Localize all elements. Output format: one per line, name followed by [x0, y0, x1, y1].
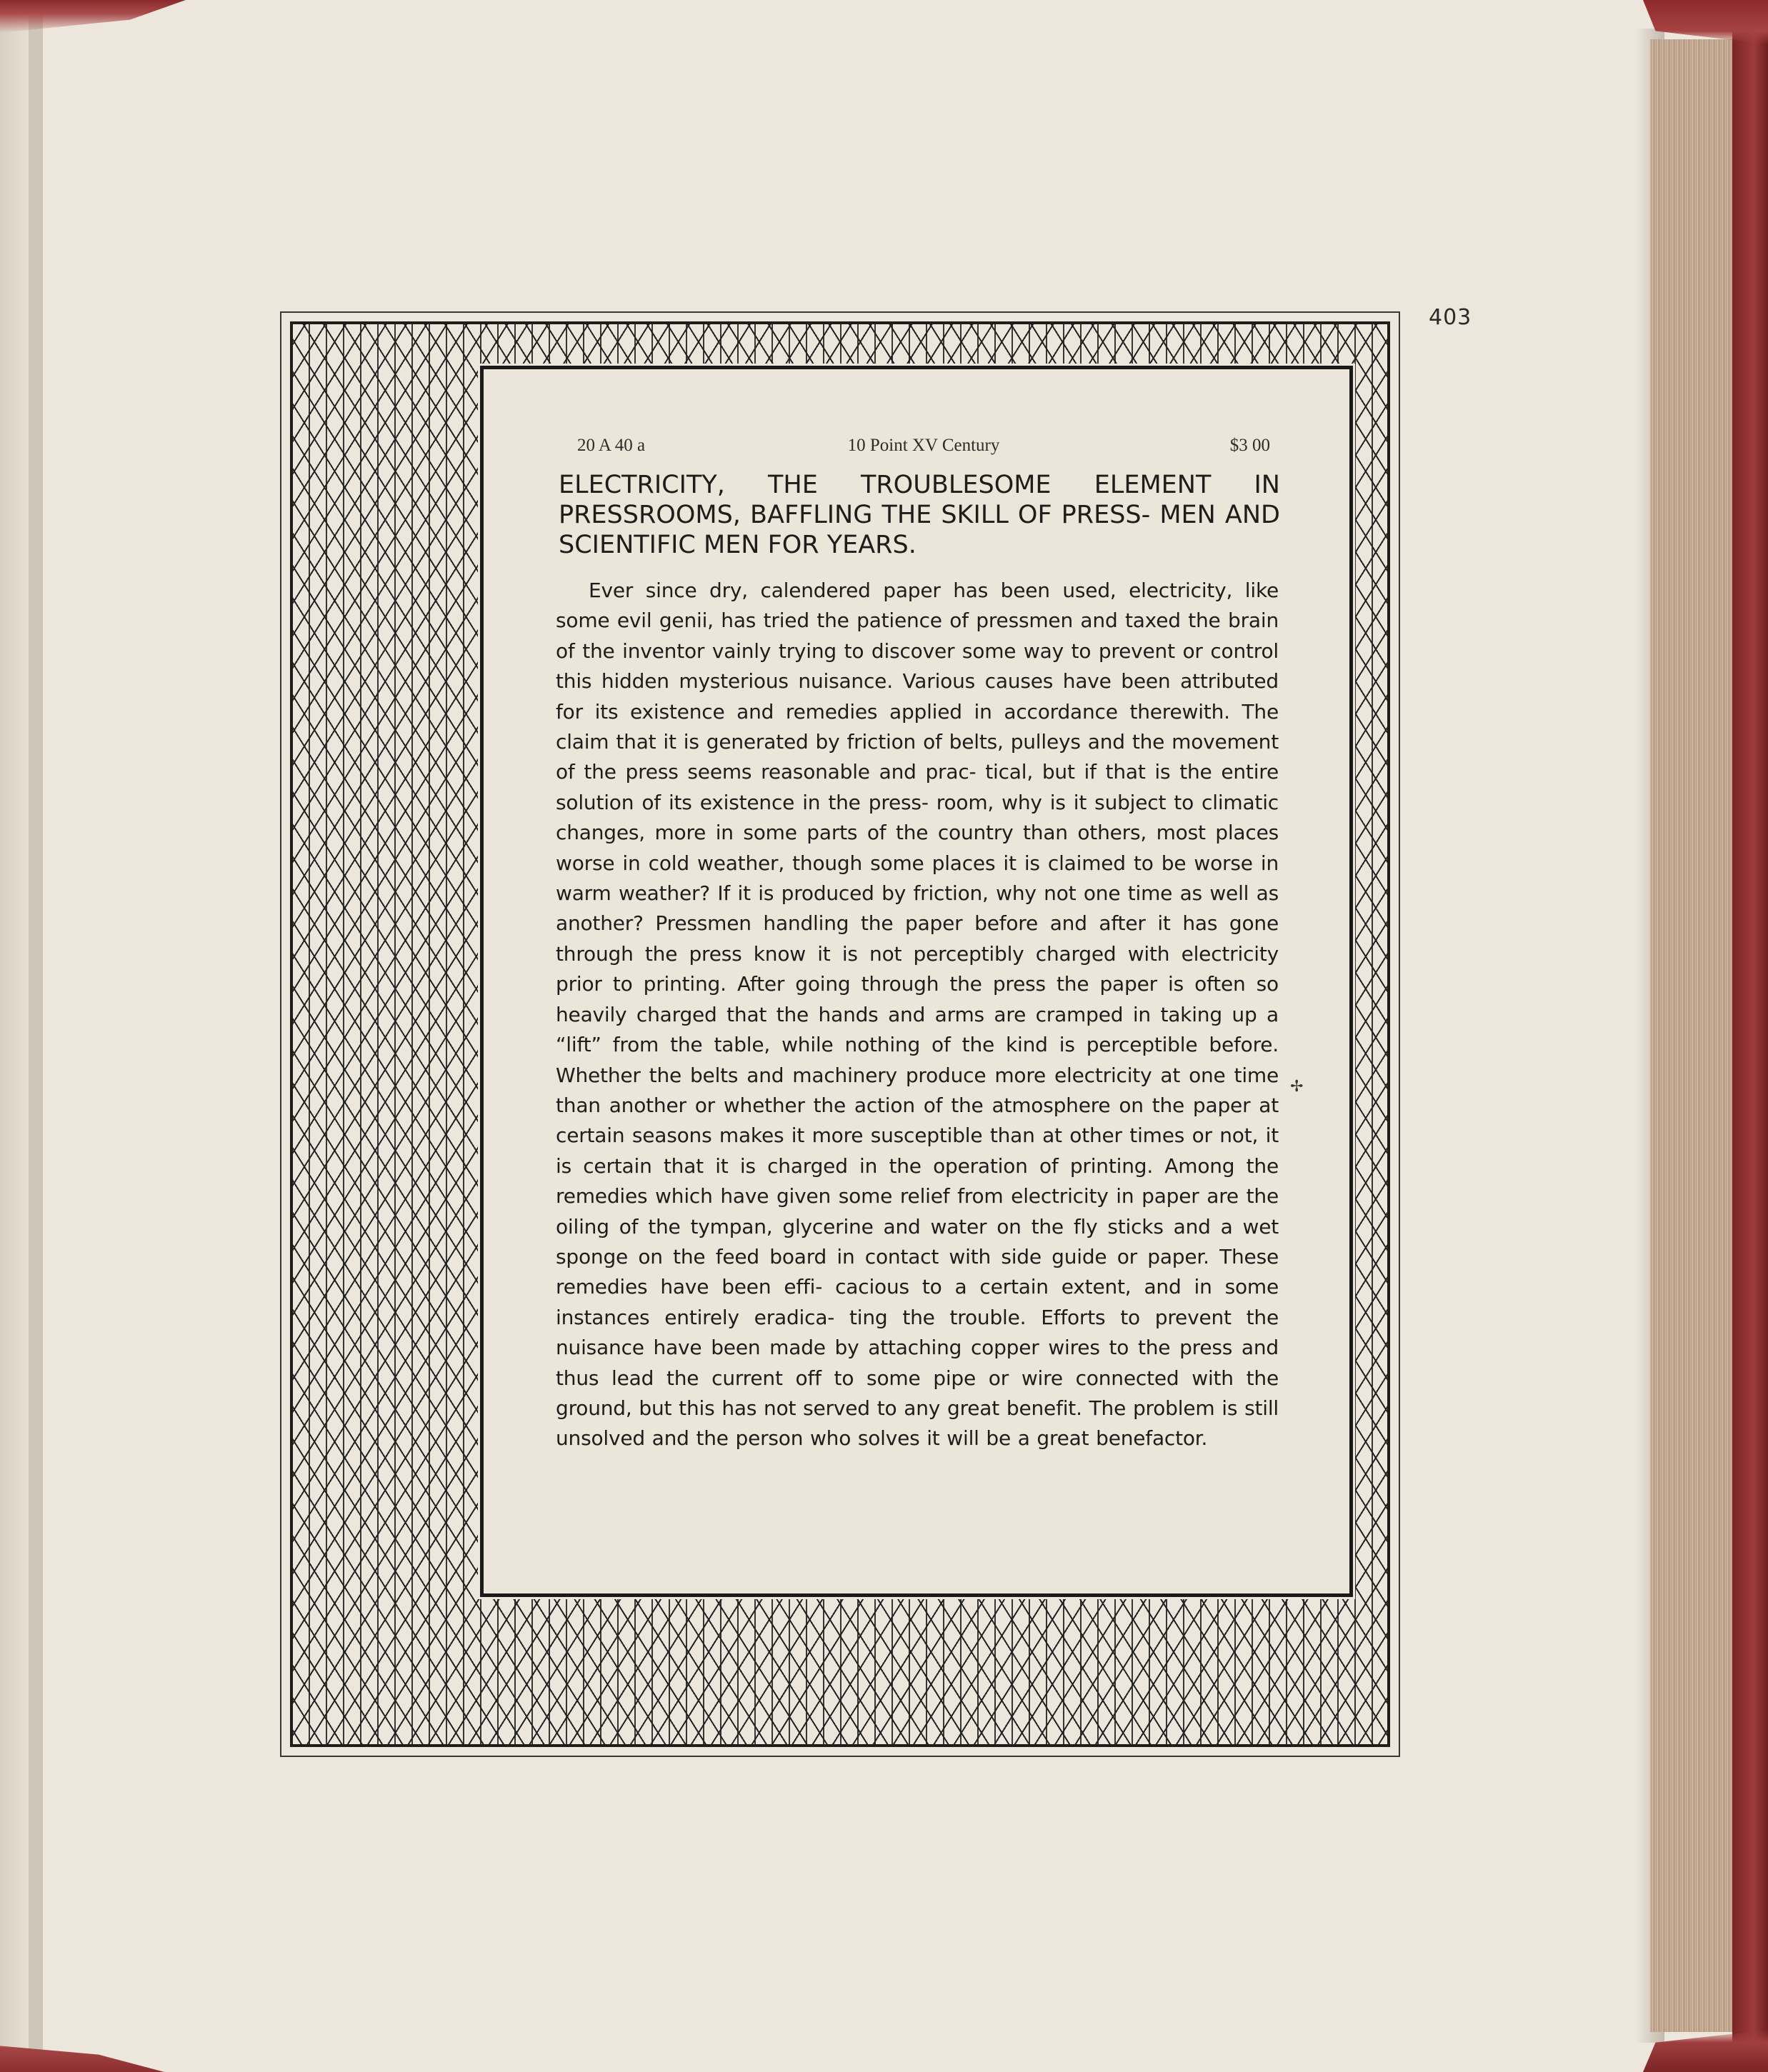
specimen-body-text: Ever since dry, calendered paper has been used, electricity, like some evil genii, has tried the patience of pressmen and taxed the brain of the inventor vainly trying to discover some way to prevent or control this hidden mysterious nuisance. Various causes have been attributed for its existence and remedies applied in accordance therewith. The claim that it is generated by friction of belts, pulleys and the movement of the press seems reasonable and prac- tical, but if that is the entire solution of its existence in the press- room, why is it subject to climatic changes, more in some parts of the country than others, most places worse in cold weather, though some places it is claimed to be worse in warm weather? If it is produced by friction, why not one time as well as another? Pressmen handling the paper before and after it has gone through the press know it is not perceptibly charged with electricity prior to printing. After going through the press the paper is often so heavily charged that the hands and arms are cramped in taking up a “lift” from the table, while nothing of the kind is perceptible before. Whether the belts and machinery produce more electricity at one time than another or whether the action of the atmosphere on the paper at certain seasons makes it more susceptible than at other times or not, it is certain that it is charged in the operation of printing. Among the remedies which have given some relief from electricity in paper are the oiling of the tympan, glycerine and water on the fly sticks and a wet sponge on the feed board in contact with side guide or paper. These remedies have been effi- cacious to a certain extent, and in some instances entirely eradica- ting the trouble. Efforts to prevent the nuisance have been made by attaching copper wires to the press and thus lead the current off to some pipe or wire connected with the ground, but this has not served to any great benefit. The problem is still unsolved and the person who solves it will be a great benefactor. [556, 579, 1279, 1451]
typeface-name: 10 Point XV Century [847, 436, 1000, 455]
page-block-edges [1650, 39, 1736, 2032]
specimen-headline: ELECTRICITY, THE TROUBLESOME ELEMENT IN PRESSROOMS, BAFFLING THE SKILL OF PRESS- MEN AND SCIENTIFIC MEN FOR YEARS. [559, 471, 1280, 559]
ink-mark-icon: ✢ [1290, 1077, 1304, 1095]
cover-cloth-right [1732, 0, 1768, 2072]
page-number: 403 [1429, 305, 1472, 330]
font-price: $3 00 [1229, 436, 1270, 455]
specimen-header [577, 436, 1270, 461]
font-quantity: 20 A 40 a [577, 436, 646, 455]
